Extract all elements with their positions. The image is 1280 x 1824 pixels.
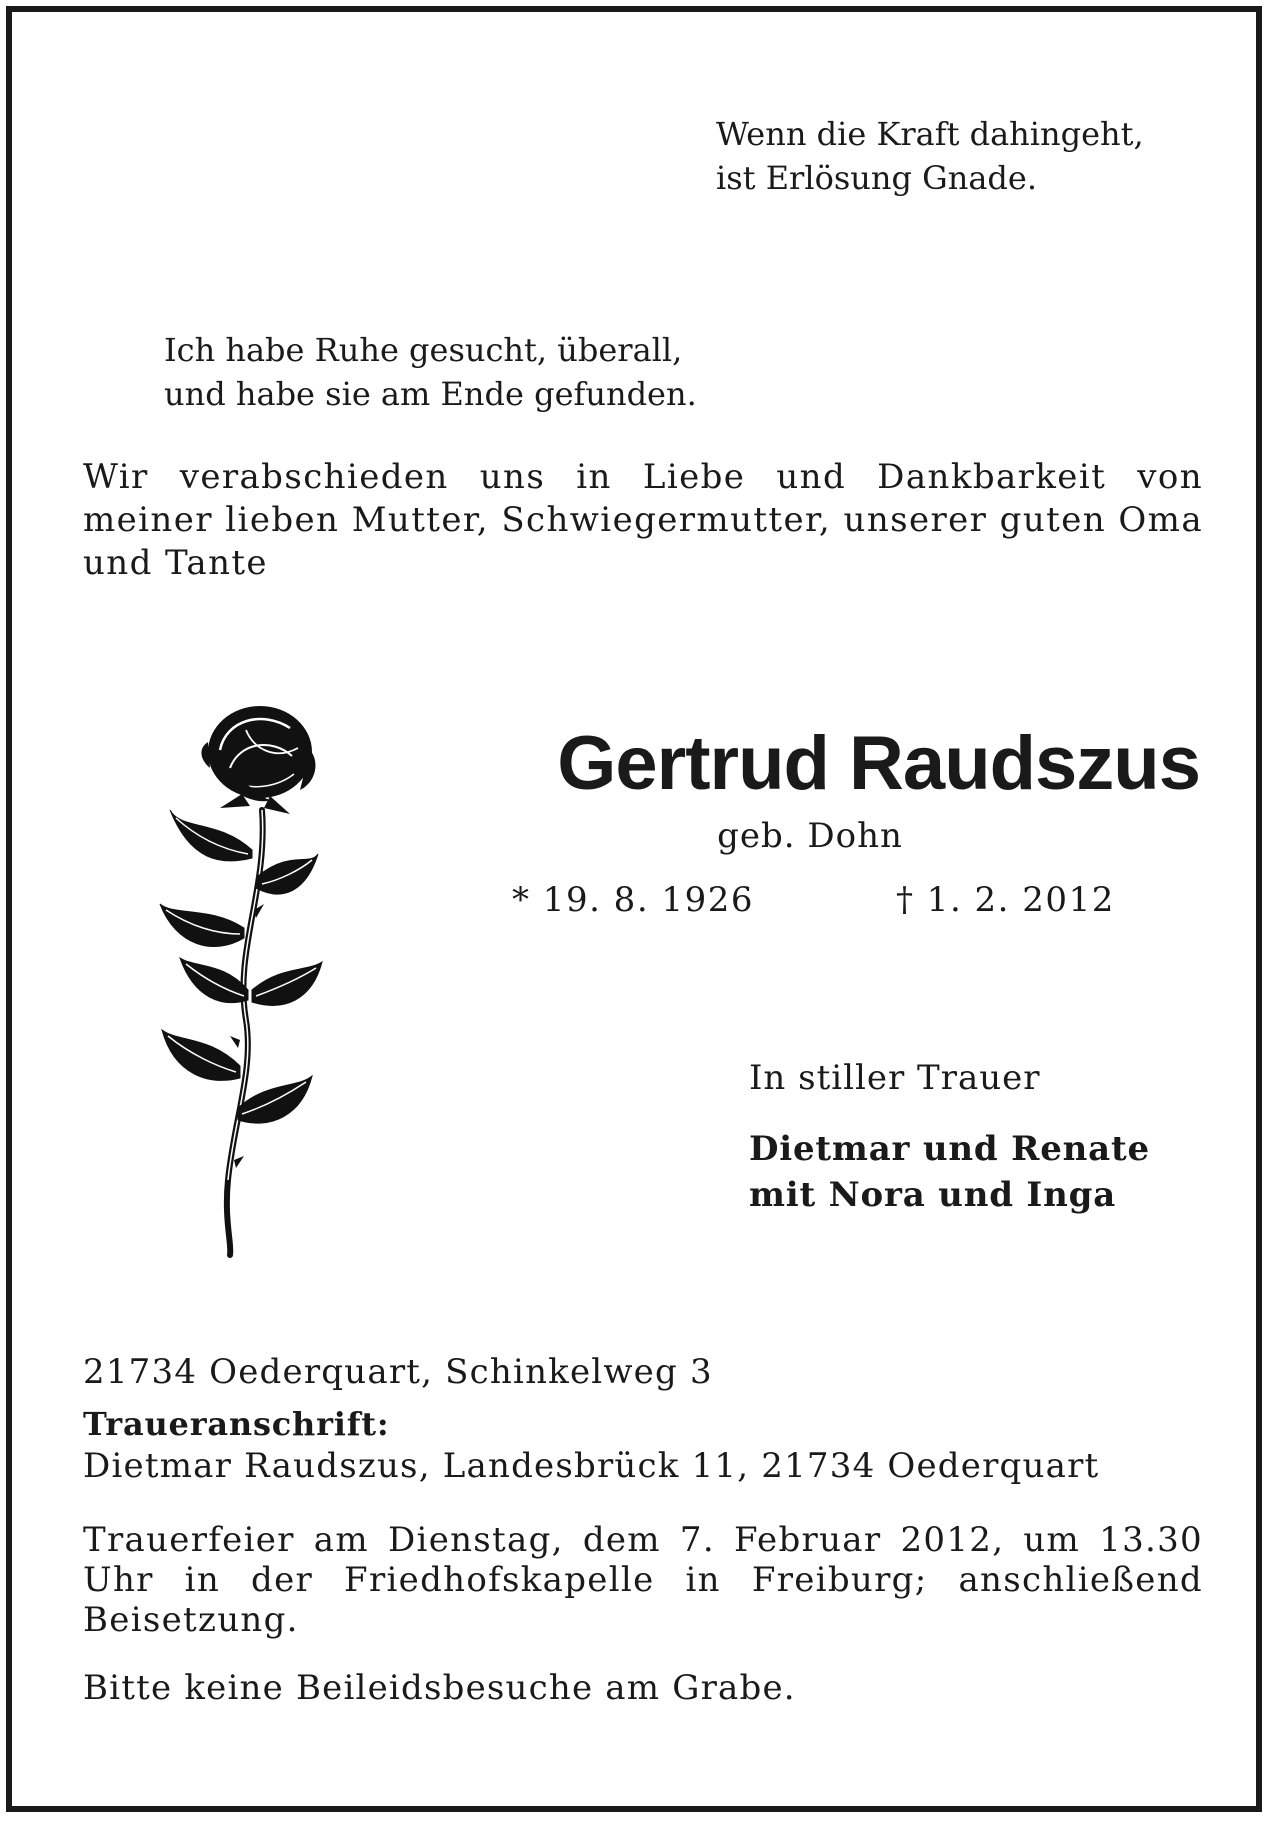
motto-second-line: Ich habe Ruhe gesucht, überall, bbox=[164, 331, 683, 369]
deceased-name: Gertrud Raudszus bbox=[557, 721, 1200, 806]
motto-top-line: Wenn die Kraft dahingeht, bbox=[716, 115, 1144, 153]
intro-text: Wir verabschieden uns in Liebe und Dankbarkeit von meiner lieben Mutter, Schwiegermutter, unserer guten Oma und Tante bbox=[83, 457, 1203, 583]
motto-top-line: ist Erlösung Gnade. bbox=[716, 159, 1037, 197]
mourning-address: Dietmar Raudszus, Landesbrück 11, 21734 Oederquart bbox=[83, 1446, 1100, 1486]
mourner-line: Dietmar und Renate bbox=[749, 1129, 1150, 1169]
mourning-address-label: Traueranschrift: bbox=[83, 1405, 390, 1443]
birth-name: geb. Dohn bbox=[717, 816, 903, 856]
home-address: 21734 Oederquart, Schinkelweg 3 bbox=[83, 1352, 713, 1392]
mourner-names bbox=[749, 1126, 1150, 1218]
ceremony-text: Trauerfeier am Dienstag, dem 7. Februar 2012, um 13.30 Uhr in der Friedhofskapelle in Freiburg; anschließend Beisetzung. bbox=[83, 1520, 1203, 1640]
birth-date: * 19. 8. 1926 bbox=[512, 880, 754, 920]
closing-note: Bitte keine Beileidsbesuche am Grabe. bbox=[83, 1668, 796, 1708]
motto-second bbox=[164, 328, 697, 416]
mourner-line: mit Nora und Inga bbox=[749, 1175, 1117, 1215]
mourning-heading: In stiller Trauer bbox=[749, 1058, 1041, 1098]
motto-top bbox=[716, 112, 1144, 200]
rose-icon bbox=[150, 690, 330, 1260]
motto-second-line: und habe sie am Ende gefunden. bbox=[164, 375, 697, 413]
death-date: † 1. 2. 2012 bbox=[896, 880, 1115, 920]
